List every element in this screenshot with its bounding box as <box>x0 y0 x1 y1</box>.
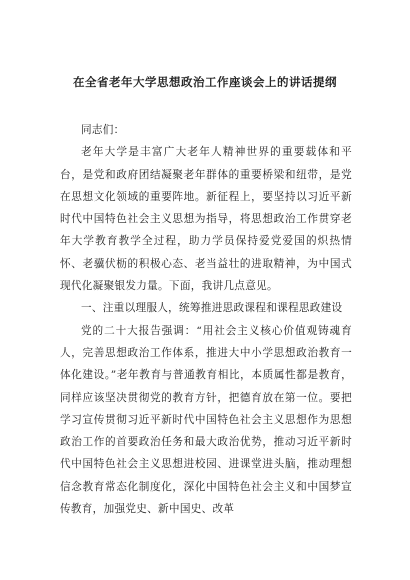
paragraph-section-1: 党的二十大报告强调：“用社会主义核心价值观铸魂育人，完善思想政治工作体系，推进大中小学思想政治教育一体化建设。”老年教育与普通教育相比，本质属性都是教育，同样应该坚决贯彻党的教育方针，把德育放在第一位。要把学习宣传贯彻习近平新时代中国特色社会主义思想作为思想政治工作的首要政治任务和最大政治优势，推动习近平新时代中国特色社会主义思想进校园、进课堂进头脑，推动理想信念教育常态化制度化，深化中国特色社会主义和中国梦宣传教育，加强党史、新中国史、改革 <box>60 324 352 516</box>
document-title: 在全省老年大学思想政治工作座谈会上的讲话提纲 <box>73 75 337 89</box>
paragraph-intro: 老年大学是丰富广大老年人精神世界的重要载体和平台，是党和政府团结凝聚老年群体的重要桥梁和纽带，是党在思想文化领域的重要阵地。新征程上，要坚持以习近平新时代中国特色社会主义思想为指导，将思想政治工作贯穿老年大学教育教学全过程，助力学员保持爱党爱国的炽热情怀、老骥伏枥的积极心态、老当益壮的进取精神，为中国式现代化凝聚银发力量。下面，我讲几点意见。 <box>60 146 352 293</box>
document-body <box>60 119 352 520</box>
section-heading-1: 一、注重以理服人，统筹推进思政课程和课程思政建设 <box>81 302 343 315</box>
salutation: 同志们： <box>81 124 125 136</box>
